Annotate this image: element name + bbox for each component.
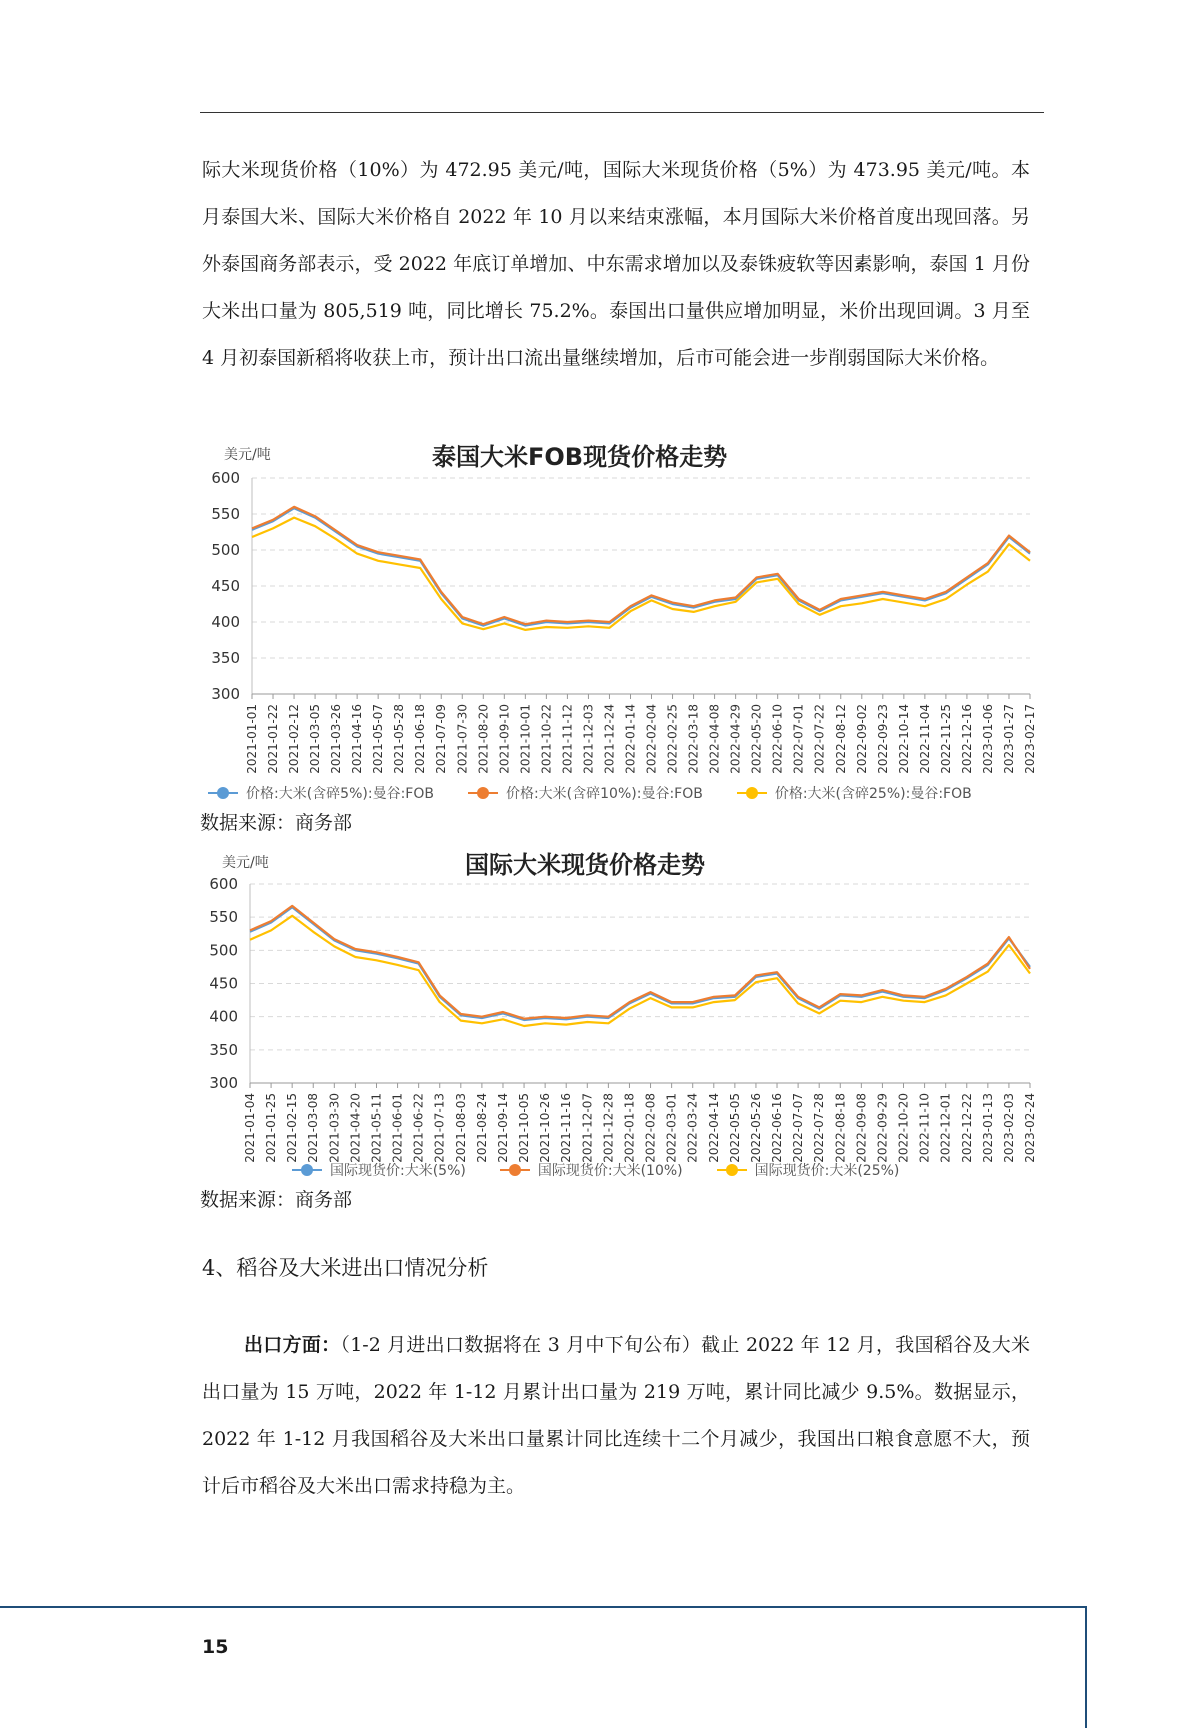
x-tick-label: 2023-01-06 bbox=[980, 704, 995, 774]
x-tick-label: 2022-10-14 bbox=[896, 704, 911, 774]
x-tick-label: 2022-03-18 bbox=[686, 704, 701, 774]
x-tick-label: 2021-11-12 bbox=[560, 704, 575, 774]
x-tick-label: 2022-10-20 bbox=[896, 1093, 911, 1163]
y-tick-label: 400 bbox=[211, 613, 240, 631]
x-tick-label: 2022-07-28 bbox=[812, 1093, 827, 1163]
x-tick-label: 2023-01-13 bbox=[980, 1093, 995, 1163]
section-4-heading: 4、稻谷及大米进出口情况分析 bbox=[202, 1256, 489, 1280]
x-tick-label: 2021-09-14 bbox=[495, 1093, 510, 1163]
legend-swatch bbox=[500, 1164, 530, 1176]
x-tick-label: 2022-08-12 bbox=[833, 704, 848, 774]
x-tick-label: 2021-12-28 bbox=[601, 1093, 616, 1163]
y-tick-label: 400 bbox=[209, 1007, 238, 1026]
legend-swatch bbox=[717, 1164, 747, 1176]
body-paragraph-1: 际大米现货价格（10%）为 472.95 美元/吨，国际大米现货价格（5%）为 473.95 美元/吨。本月泰国大米、国际大米价格自 2022 年 10 月以来结束涨幅，本月国际大米价格首度出现回落。另外泰国商务部表示，受 2022 年底订单增加、中东需求增加以及泰铢疲软等因素影响，泰国 1 月份大米出口量为 805,519 吨，同比增长 75.2%。泰国出口量供应增加明显，米价出现回调。3 月至 4 月初泰国新稻将收获上市，预计出口流出量继续增加，后市可能会进一步削弱国际大米价格。 bbox=[202, 159, 1030, 369]
x-tick-label: 2021-10-05 bbox=[517, 1093, 532, 1163]
x-tick-label: 2023-01-27 bbox=[1001, 704, 1016, 774]
y-tick-label: 500 bbox=[209, 941, 238, 960]
page-number: 15 bbox=[202, 1636, 229, 1658]
y-tick-label: 300 bbox=[209, 1074, 238, 1092]
x-tick-label: 2022-12-01 bbox=[938, 1093, 953, 1163]
x-tick-label: 2021-07-30 bbox=[455, 704, 470, 774]
x-tick-label: 2021-05-11 bbox=[369, 1093, 384, 1163]
paragraph-lead: 出口方面： bbox=[244, 1334, 341, 1356]
header-rule bbox=[200, 112, 1044, 113]
x-tick-label: 2022-02-04 bbox=[644, 704, 659, 774]
legend-label: 价格:大米(含碎25%):曼谷:FOB bbox=[774, 786, 972, 802]
x-tick-label: 2021-07-09 bbox=[434, 704, 449, 774]
x-tick-label: 2021-03-26 bbox=[329, 704, 344, 774]
legend-label: 国际现货价:大米(10%) bbox=[537, 1163, 683, 1179]
x-tick-label: 2022-06-16 bbox=[770, 1093, 785, 1163]
x-tick-label: 2021-06-01 bbox=[390, 1093, 405, 1163]
x-tick-label: 2022-11-04 bbox=[917, 704, 932, 774]
legend-item bbox=[292, 1160, 466, 1180]
x-tick-label: 2022-07-07 bbox=[791, 1093, 806, 1163]
paragraph-body: （1-2 月进出口数据将在 3 月中下旬公布）截止 2022 年 12 月，我国稻谷及大米出口量为 15 万吨，2022 年 1-12 月累计出口量为 219 万吨，累计同比减少 9.5%。数据显示，2022 年 1-12 月我国稻谷及大米出口量累计同比连续十二个月减少，我国出口粮食意愿不大，预计后市稻谷及大米出口需求持稳为主。 bbox=[202, 1334, 1030, 1497]
x-tick-label: 2022-03-01 bbox=[664, 1093, 679, 1163]
chart-1-source: 数据来源：商务部 bbox=[200, 812, 353, 834]
x-tick-label: 2021-04-20 bbox=[348, 1093, 363, 1163]
legend-item bbox=[500, 1160, 683, 1180]
x-tick-label: 2021-10-22 bbox=[539, 704, 554, 774]
chart-2-legend bbox=[292, 1160, 899, 1180]
y-tick-label: 600 bbox=[211, 469, 240, 487]
x-tick-label: 2021-01-22 bbox=[266, 704, 281, 774]
x-tick-label: 2022-05-20 bbox=[749, 704, 764, 774]
legend-item bbox=[208, 783, 434, 803]
x-tick-label: 2021-06-18 bbox=[413, 704, 428, 774]
x-tick-label: 2022-08-18 bbox=[833, 1093, 848, 1163]
x-tick-label: 2021-05-07 bbox=[371, 704, 386, 774]
y-tick-label: 300 bbox=[211, 685, 240, 703]
x-tick-label: 2022-07-22 bbox=[812, 704, 827, 774]
y-tick-label: 550 bbox=[209, 908, 238, 927]
x-tick-label: 2022-02-08 bbox=[643, 1093, 658, 1163]
body-paragraph-2 bbox=[202, 1322, 1030, 1510]
footer-frame bbox=[0, 1606, 1087, 1728]
legend-label: 价格:大米(含碎5%):曼谷:FOB bbox=[246, 786, 434, 802]
x-tick-label: 2021-02-15 bbox=[285, 1093, 300, 1163]
x-tick-label: 2021-07-13 bbox=[432, 1093, 447, 1163]
x-tick-label: 2021-11-16 bbox=[559, 1093, 574, 1163]
x-tick-label: 2022-09-29 bbox=[875, 1093, 890, 1163]
chart-1-title: 泰国大米FOB现货价格走势 bbox=[432, 443, 728, 471]
x-tick-label: 2022-04-29 bbox=[728, 704, 743, 774]
legend-label: 国际现货价:大米(25%) bbox=[754, 1163, 900, 1179]
legend-swatch bbox=[208, 787, 238, 799]
y-tick-label: 550 bbox=[211, 505, 240, 523]
x-tick-label: 2021-01-01 bbox=[245, 704, 259, 774]
legend-label: 价格:大米(含碎10%):曼谷:FOB bbox=[505, 786, 703, 802]
x-tick-label: 2023-02-17 bbox=[1023, 704, 1037, 774]
x-tick-label: 2021-08-24 bbox=[474, 1093, 489, 1163]
x-tick-label: 2021-02-12 bbox=[287, 704, 302, 774]
legend-label: 国际现货价:大米(5%) bbox=[330, 1163, 466, 1179]
x-tick-label: 2021-12-24 bbox=[602, 704, 617, 774]
y-tick-label: 350 bbox=[209, 1040, 238, 1059]
x-tick-label: 2021-10-01 bbox=[518, 704, 533, 774]
y-tick-label: 450 bbox=[209, 974, 238, 993]
x-tick-label: 2021-01-25 bbox=[264, 1093, 279, 1163]
legend-swatch bbox=[292, 1164, 322, 1176]
x-tick-label: 2023-02-03 bbox=[1001, 1093, 1016, 1163]
chart-1 bbox=[0, 460, 1200, 820]
x-tick-label: 2021-06-22 bbox=[411, 1093, 426, 1163]
x-tick-label: 2022-05-05 bbox=[727, 1093, 742, 1163]
x-tick-label: 2022-12-22 bbox=[959, 1093, 974, 1163]
x-tick-label: 2021-10-26 bbox=[538, 1093, 553, 1163]
x-tick-label: 2021-01-04 bbox=[243, 1093, 257, 1163]
legend-swatch bbox=[468, 787, 498, 799]
x-tick-label: 2022-07-01 bbox=[791, 704, 806, 774]
chart-2 bbox=[0, 866, 1200, 1186]
series-line bbox=[252, 518, 1030, 630]
x-tick-label: 2021-05-28 bbox=[392, 704, 407, 774]
x-tick-label: 2022-06-10 bbox=[770, 704, 785, 774]
x-tick-label: 2021-12-03 bbox=[581, 704, 596, 774]
x-tick-label: 2022-01-14 bbox=[623, 704, 638, 774]
chart-2-source: 数据来源：商务部 bbox=[200, 1189, 353, 1211]
y-tick-label: 350 bbox=[211, 649, 240, 667]
x-tick-label: 2021-04-16 bbox=[350, 704, 365, 774]
x-tick-label: 2022-04-14 bbox=[706, 1093, 721, 1163]
x-tick-label: 2022-11-25 bbox=[938, 704, 953, 774]
y-tick-label: 500 bbox=[211, 541, 240, 559]
x-tick-label: 2021-08-03 bbox=[453, 1093, 468, 1163]
x-tick-label: 2022-04-08 bbox=[707, 704, 722, 774]
x-tick-label: 2023-02-24 bbox=[1023, 1093, 1037, 1163]
x-tick-label: 2022-02-25 bbox=[665, 704, 680, 774]
x-tick-label: 2021-12-07 bbox=[580, 1093, 595, 1163]
x-tick-label: 2021-08-20 bbox=[476, 704, 491, 774]
x-tick-label: 2022-11-10 bbox=[917, 1093, 932, 1163]
chart-2-ylabel: 美元/吨 bbox=[222, 855, 269, 871]
y-tick-label: 600 bbox=[209, 875, 238, 893]
legend-swatch bbox=[737, 787, 767, 799]
x-tick-label: 2021-03-05 bbox=[308, 704, 323, 774]
chart-1-ylabel: 美元/吨 bbox=[224, 447, 271, 463]
x-tick-label: 2021-03-08 bbox=[306, 1093, 321, 1163]
legend-item bbox=[717, 1160, 900, 1180]
x-tick-label: 2021-09-10 bbox=[497, 704, 512, 774]
x-tick-label: 2022-01-18 bbox=[622, 1093, 637, 1163]
x-tick-label: 2022-09-02 bbox=[854, 704, 869, 774]
chart-1-legend bbox=[208, 783, 972, 803]
chart-2-title: 国际大米现货价格走势 bbox=[465, 851, 705, 879]
x-tick-label: 2021-03-30 bbox=[327, 1093, 342, 1163]
x-tick-label: 2022-12-16 bbox=[959, 704, 974, 774]
series-line bbox=[252, 508, 1030, 625]
x-tick-label: 2022-03-24 bbox=[685, 1093, 700, 1163]
x-tick-label: 2022-09-23 bbox=[875, 704, 890, 774]
x-tick-label: 2022-05-26 bbox=[748, 1093, 763, 1163]
series-line bbox=[250, 916, 1030, 1026]
x-tick-label: 2022-09-08 bbox=[854, 1093, 869, 1163]
y-tick-label: 450 bbox=[211, 577, 240, 595]
legend-item bbox=[737, 783, 972, 803]
legend-item bbox=[468, 783, 703, 803]
